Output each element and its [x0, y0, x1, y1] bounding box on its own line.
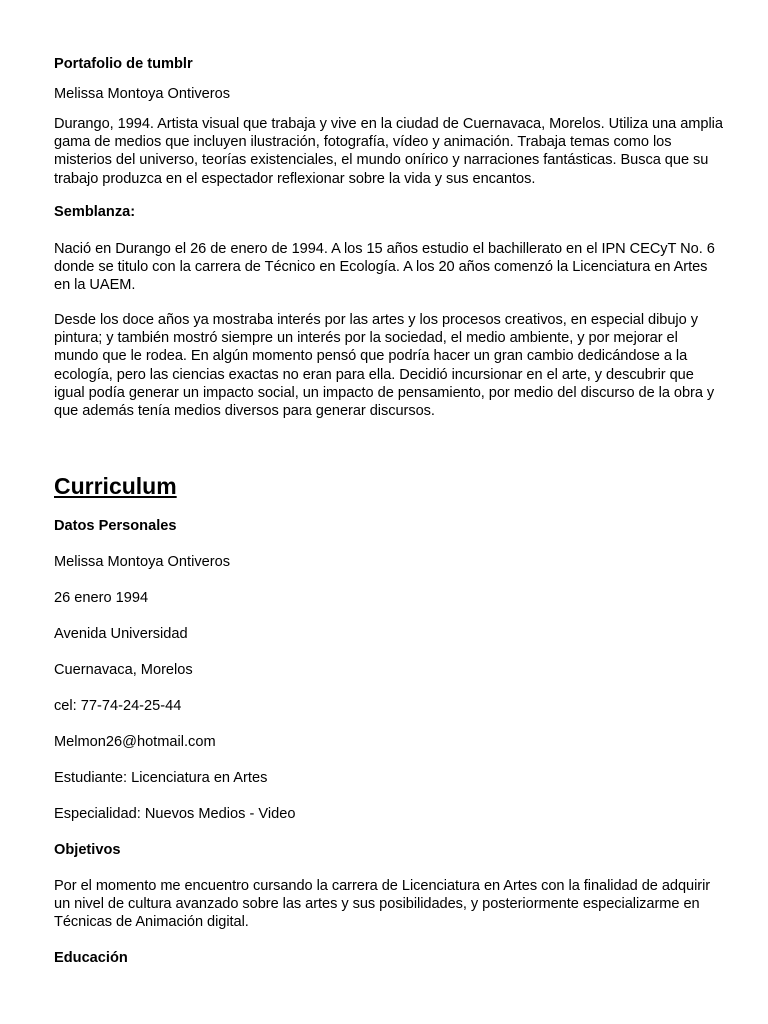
datos-personales-heading: Datos Personales — [54, 518, 177, 534]
educacion-heading: Educación — [54, 950, 128, 966]
portfolio-title: Portafolio de tumblr — [54, 56, 193, 72]
portfolio-intro: Durango, 1994. Artista visual que trabaja y vive en la ciudad de Cuernavaca, Morelos. Utiliza una amplia gama de medios que incluyen ilustración, fotografía, vídeo y animación. Trabaja temas como los misterios del universo, teorías existenciales, el mundo onírico y narraciones fantásticas. Busca que su trabajo produzca en el espectador reflexionar sobre la vida y sus encantos. — [54, 116, 723, 187]
datos-specialty: Especialidad: Nuevos Medios - Video — [54, 806, 296, 822]
objetivos-text: Por el momento me encuentro cursando la carrera de Licenciatura en Artes con la finalidad de adquirir un nivel de cultura avanzado sobre las artes y sus posibilidades, y posteriormente especializarme en Técnicas de Animación digital. — [54, 878, 711, 931]
datos-city: Cuernavaca, Morelos — [54, 662, 193, 678]
datos-address: Avenida Universidad — [54, 626, 188, 642]
semblanza-paragraph-1: Nació en Durango el 26 de enero de 1994. A los 15 años estudio el bachillerato en el IPN CECyT No. 6 donde se titulo con la carrera de Técnico en Ecología. A los 20 años comenzó la Licenciatura en Artes en la UAEM. — [54, 241, 715, 294]
semblanza-paragraph-2: Desde los doce años ya mostraba interés por las artes y los procesos creativos, en especial dibujo y pintura; y también mostró siempre un interés por la sociedad, el medio ambiente, y por mejorar el mundo que le rodea. En algún momento pensó que podría hacer un gran cambio dedicándose a la ecología, pero las ciencias exactas no eran para ella. Decidió incursionar en el arte, y descubrir que igual podía generar un impacto social, un impacto de pensamiento, por medio del discurso de la obra y que además tenía medios diversos para generar discursos. — [54, 312, 715, 420]
datos-phone: cel: 77-74-24-25-44 — [54, 698, 182, 714]
portfolio-author: Melissa Montoya Ontiveros — [54, 86, 231, 102]
datos-student: Estudiante: Licenciatura en Artes — [54, 770, 268, 786]
datos-birthdate: 26 enero 1994 — [54, 590, 149, 606]
datos-email: Melmon26@hotmail.com — [54, 734, 216, 750]
datos-name: Melissa Montoya Ontiveros — [54, 554, 231, 570]
curriculum-title: Curriculum — [54, 473, 177, 499]
objetivos-heading: Objetivos — [54, 842, 121, 858]
semblanza-heading: Semblanza: — [54, 204, 136, 220]
